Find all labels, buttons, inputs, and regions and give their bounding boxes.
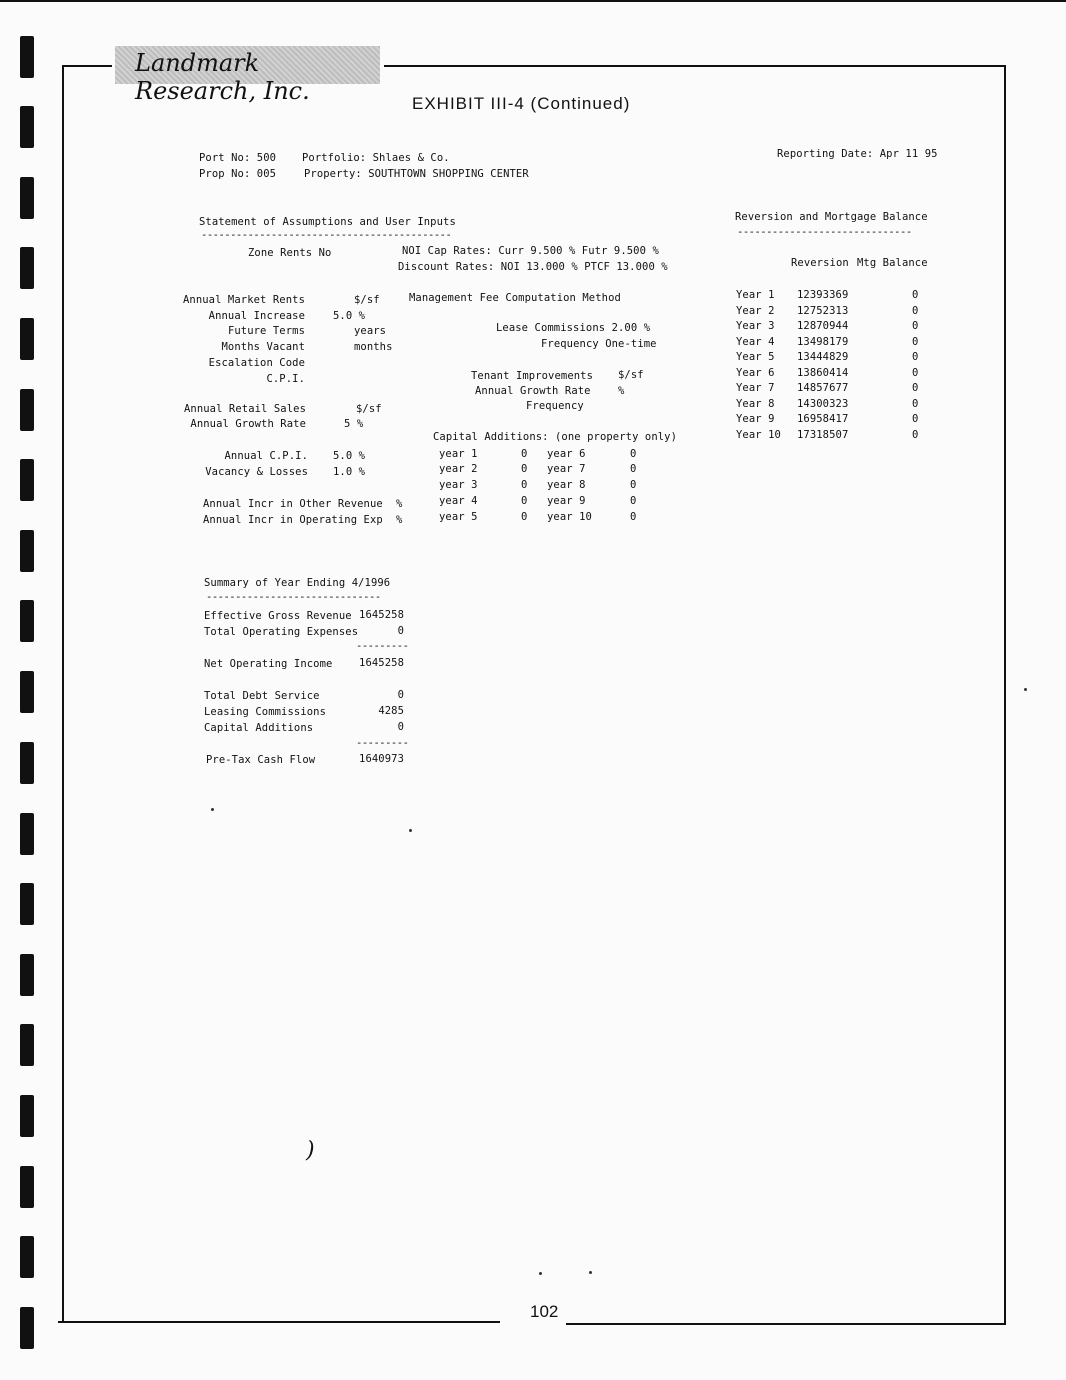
speck (1024, 688, 1027, 691)
reversion-year: Year 4 (736, 335, 775, 348)
retail-value: 5 % (344, 418, 364, 430)
retail-label: Annual Retail Sales (183, 403, 306, 415)
reversion-year: Year 8 (736, 397, 775, 410)
mtg-balance-value: 0 (912, 413, 919, 425)
frame-bottom-right (566, 1323, 1006, 1325)
binder-hole (20, 106, 34, 148)
lease-commissions: Lease Commissions 2.00 % (496, 322, 651, 334)
capital-year-label: year 1 (439, 448, 478, 460)
binder-hole (20, 247, 34, 289)
ca-value: 0 (397, 721, 404, 733)
reversion-value: 13498179 (797, 335, 849, 348)
capital-year-label: year 4 (439, 495, 478, 507)
frequency: Frequency (526, 400, 584, 412)
exhibit-title: EXHIBIT III-4 (Continued) (412, 94, 631, 113)
col-mtg-balance: Mtg Balance (857, 257, 928, 269)
other-label: Annual Incr in Operating Exp (203, 514, 383, 526)
annual-growth-rate: Annual Growth Rate (475, 385, 591, 397)
market-rents-label: Escalation Code (208, 357, 305, 369)
market-rents-label: Annual Market Rents (182, 294, 305, 306)
binder-hole (20, 1024, 34, 1066)
lc-label: Leasing Commissions (204, 706, 327, 718)
summary-sep-1: --------- (356, 640, 409, 652)
summary-underline: ------------------------------ (206, 591, 381, 603)
capital-year-label: year 6 (547, 448, 586, 460)
other-value: % (396, 514, 403, 526)
reversion-value: 12393369 (797, 289, 849, 301)
capital-year-label: year 5 (439, 511, 478, 523)
capital-year-value: 0 (630, 495, 637, 507)
tenant-improvements: Tenant Improvements (471, 370, 594, 382)
property: Property: SOUTHTOWN SHOPPING CENTER (304, 168, 529, 180)
tds-value: 0 (397, 689, 404, 701)
noi-label: Net Operating Income (204, 658, 333, 670)
mtg-balance-value: 0 (912, 351, 919, 363)
reversion-year: Year 1 (736, 289, 775, 301)
mtg-balance-value: 0 (912, 335, 919, 348)
capital-year-value: 0 (521, 479, 528, 491)
zone-rents: Zone Rents No (248, 247, 332, 259)
capital-year-label: year 10 (547, 511, 592, 523)
ti-unit: $/sf (618, 369, 644, 381)
company-logo: Landmark Research, Inc. (115, 46, 380, 84)
frame-left (62, 65, 64, 1322)
egr-label: Effective Gross Revenue (204, 610, 352, 622)
frame-top-left (62, 65, 112, 67)
capital-year-label: year 8 (547, 479, 586, 491)
market-rents-label: Future Terms (227, 325, 305, 337)
assumptions-underline: ------------------------------------------- (201, 229, 452, 241)
portfolio: Portfolio: Shlaes & Co. (302, 152, 450, 164)
retail-label: Annual Growth Rate (190, 418, 306, 430)
market-rents-label: Months Vacant (221, 341, 305, 353)
cpi-label: Annual C.P.I. (224, 450, 308, 462)
cap-rates: NOI Cap Rates: Curr 9.500 % Futr 9.500 % (402, 245, 659, 257)
reversion-year: Year 5 (736, 351, 775, 363)
capital-year-label: year 7 (547, 463, 586, 475)
page-number: 102 (530, 1302, 559, 1321)
frame-bottom-left (58, 1321, 500, 1323)
binder-hole (20, 600, 34, 642)
egr-value: 1645258 (359, 609, 404, 621)
capital-year-value: 0 (630, 448, 637, 460)
page-top-edge (0, 0, 1066, 2)
reversion-value: 12870944 (797, 320, 849, 332)
lc-value: 4285 (378, 705, 404, 717)
other-label: Annual Incr in Other Revenue (203, 498, 383, 510)
cpi-value: 1.0 % (333, 466, 366, 478)
prop-no: Prop No: 005 (199, 168, 277, 180)
toe-label: Total Operating Expenses (204, 626, 359, 638)
col-reversion: Reversion (791, 257, 849, 269)
capital-year-value: 0 (630, 463, 637, 475)
assumptions-heading: Statement of Assumptions and User Inputs (199, 216, 456, 228)
capital-year-value: 0 (521, 448, 528, 460)
reversion-value: 14300323 (797, 397, 849, 410)
management-fee-method: Management Fee Computation Method (409, 292, 621, 304)
capital-year-label: year 2 (439, 463, 478, 475)
reversion-value: 17318507 (797, 428, 849, 441)
ca-label: Capital Additions (204, 722, 314, 734)
speck (589, 1271, 592, 1274)
frequency-one-time: Frequency One-time (541, 338, 657, 350)
summary-sep-2: --------- (356, 737, 409, 749)
binder-hole (20, 389, 34, 431)
binder-hole (20, 318, 34, 360)
market-rents-value: years (354, 325, 387, 337)
reporting-date: Reporting Date: Apr 11 95 (777, 148, 938, 160)
binder-hole (20, 671, 34, 713)
mtg-balance-value: 0 (912, 382, 919, 394)
reversion-value: 12752313 (797, 304, 849, 317)
frame-right (1004, 65, 1006, 1325)
mtg-balance-value: 0 (912, 397, 919, 410)
speck (211, 808, 214, 811)
ptcf-value: 1640973 (359, 753, 404, 765)
market-rents-label: Annual Increase (208, 310, 305, 322)
reversion-year: Year 9 (736, 413, 775, 425)
ptcf-label: Pre-Tax Cash Flow (206, 754, 316, 766)
mtg-balance-value: 0 (912, 366, 919, 379)
capital-year-value: 0 (521, 511, 528, 523)
reversion-year: Year 7 (736, 382, 775, 394)
reversion-value: 13444829 (797, 351, 849, 363)
retail-value: $/sf (356, 403, 382, 415)
handwritten-mark: ) (306, 1138, 315, 1163)
summary-heading: Summary of Year Ending 4/1996 (204, 577, 391, 589)
reversion-year: Year 10 (736, 428, 781, 441)
market-rents-value: $/sf (354, 294, 380, 306)
reversion-underline: ------------------------------ (737, 226, 912, 238)
mtg-balance-value: 0 (912, 289, 919, 301)
binder-hole (20, 883, 34, 925)
binder-hole (20, 1236, 34, 1278)
reversion-heading: Reversion and Mortgage Balance (735, 211, 928, 223)
capital-year-value: 0 (521, 463, 528, 475)
frame-top-right (384, 65, 1006, 67)
toe-value: 0 (397, 625, 404, 637)
market-rents-value: 5.0 % (333, 310, 366, 322)
market-rents-label: C.P.I. (266, 373, 305, 385)
capital-year-label: year 9 (547, 495, 586, 507)
binder-hole (20, 1166, 34, 1208)
reversion-year: Year 2 (736, 304, 775, 317)
discount-rates: Discount Rates: NOI 13.000 % PTCF 13.000 % (398, 261, 668, 273)
speck (539, 1272, 542, 1275)
mtg-balance-value: 0 (912, 304, 919, 317)
binder-hole (20, 1095, 34, 1137)
speck (409, 829, 412, 832)
binder-hole (20, 459, 34, 501)
cpi-value: 5.0 % (333, 450, 366, 462)
market-rents-value: months (354, 341, 393, 353)
reversion-year: Year 6 (736, 366, 775, 379)
mtg-balance-value: 0 (912, 320, 919, 332)
binder-hole (20, 813, 34, 855)
noi-value: 1645258 (359, 657, 404, 669)
other-value: % (396, 498, 403, 510)
binder-hole (20, 177, 34, 219)
port-no: Port No: 500 (199, 152, 277, 164)
binder-hole (20, 742, 34, 784)
capital-additions-heading: Capital Additions: (one property only) (433, 431, 678, 443)
capital-year-value: 0 (630, 511, 637, 523)
reversion-year: Year 3 (736, 320, 775, 332)
capital-year-value: 0 (630, 479, 637, 491)
cpi-label: Vacancy & Losses (205, 466, 308, 478)
capital-year-label: year 3 (439, 479, 478, 491)
binder-hole (20, 1307, 34, 1349)
reversion-value: 16958417 (797, 413, 849, 425)
binder-hole (20, 36, 34, 78)
binder-hole (20, 530, 34, 572)
tds-label: Total Debt Service (204, 690, 320, 702)
capital-year-value: 0 (521, 495, 528, 507)
agr-unit: % (618, 385, 625, 397)
reversion-value: 13860414 (797, 366, 849, 379)
mtg-balance-value: 0 (912, 428, 919, 441)
reversion-value: 14857677 (797, 382, 849, 394)
binder-hole (20, 954, 34, 996)
